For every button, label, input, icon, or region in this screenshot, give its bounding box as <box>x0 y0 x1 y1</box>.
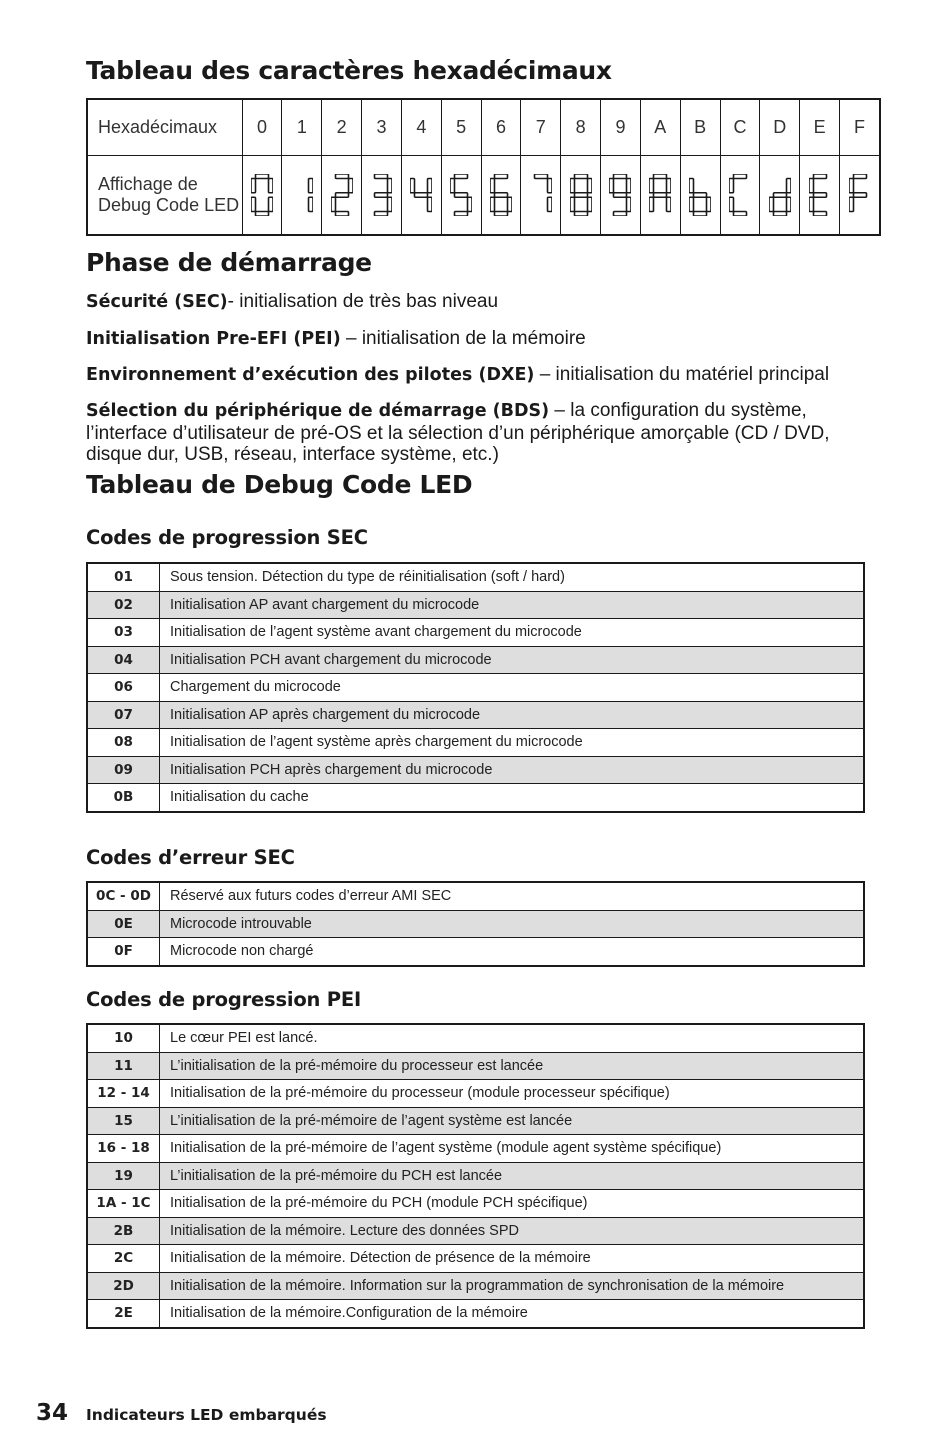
code-cell: 2B <box>87 1217 160 1245</box>
pei-progress-title: Codes de progression PEI <box>86 988 362 1011</box>
table-row <box>87 938 864 966</box>
description-cell: Initialisation de la pré-mémoire du processeur (module processeur spécifique) <box>160 1080 865 1108</box>
description-cell: Initialisation de la mémoire. Détection de présence de la mémoire <box>160 1245 865 1273</box>
segment-b <box>587 179 592 193</box>
code-cell: 15 <box>87 1107 160 1135</box>
segment-a <box>733 174 746 179</box>
segment-a <box>614 174 627 179</box>
description-cell: Initialisation AP avant chargement du microcode <box>160 591 865 619</box>
hex-row-label: Hexadécimaux <box>87 99 242 156</box>
segment-f <box>570 179 575 193</box>
segment-b <box>269 179 274 193</box>
segment-f <box>410 179 415 193</box>
description-cell: Chargement du microcode <box>160 674 865 702</box>
code-cell: 08 <box>87 729 160 757</box>
seven-segment-glyph <box>570 174 592 216</box>
description-cell: Sous tension. Détection du type de réinitialisation (soft / hard) <box>160 563 865 591</box>
description-cell: Initialisation de la pré-mémoire du PCH (module PCH spécifique) <box>160 1190 865 1218</box>
segment-e <box>570 197 575 211</box>
led-display-cell <box>840 156 880 236</box>
segment-a <box>256 174 269 179</box>
segment-e <box>729 197 734 211</box>
table-row <box>87 1135 864 1163</box>
seven-segment-glyph <box>649 174 671 216</box>
sec-progress-title: Codes de progression SEC <box>86 526 368 549</box>
hex-char-cell: E <box>800 99 840 156</box>
sec-error-table <box>86 881 865 967</box>
phase-sec-label: Sécurité (SEC) <box>86 292 228 312</box>
led-display-cell <box>521 156 561 236</box>
led-display-cell <box>561 156 601 236</box>
segment-e <box>849 197 854 211</box>
description-cell: Initialisation AP après chargement du microcode <box>160 701 865 729</box>
code-cell: 2C <box>87 1245 160 1273</box>
code-cell: 10 <box>87 1024 160 1052</box>
segment-d <box>813 212 826 217</box>
pei-progress-table <box>86 1023 865 1329</box>
segment-b <box>627 179 632 193</box>
led-display-cell <box>640 156 680 236</box>
footer-title: Indicateurs LED embarqués <box>86 1406 327 1424</box>
segment-a <box>813 174 826 179</box>
phase-pei-text: – initialisation de la mémoire <box>340 328 586 349</box>
sec-error-title: Codes d’erreur SEC <box>86 846 295 869</box>
segment-g <box>415 193 428 198</box>
led-display-cell <box>401 156 441 236</box>
seven-segment-glyph <box>370 174 392 216</box>
segment-c <box>587 197 592 211</box>
code-cell: 11 <box>87 1052 160 1080</box>
led-display-cell <box>282 156 322 236</box>
segment-a <box>335 174 348 179</box>
segment-f <box>251 179 256 193</box>
code-cell: 2D <box>87 1272 160 1300</box>
description-cell: Initialisation de la mémoire.Configuration de la mémoire <box>160 1300 865 1328</box>
seven-segment-glyph <box>450 174 472 216</box>
phase-dxe-text: – initialisation du matériel principal <box>534 364 830 385</box>
hex-char-cell: 0 <box>242 99 282 156</box>
description-cell: Microcode non chargé <box>160 938 865 966</box>
segment-c <box>547 197 552 211</box>
table-row <box>87 619 864 647</box>
table-row <box>87 784 864 812</box>
segment-f <box>649 179 654 193</box>
led-display-cell <box>800 156 840 236</box>
segment-c <box>707 197 712 211</box>
segment-c <box>667 197 672 211</box>
description-cell: Initialisation PCH après chargement du microcode <box>160 756 865 784</box>
segment-d <box>694 212 707 217</box>
segment-d <box>335 212 348 217</box>
led-display-cell <box>322 156 362 236</box>
segment-g <box>455 193 468 198</box>
phase-sec <box>86 291 866 314</box>
description-cell: L’initialisation de la pré-mémoire du PCH est lancée <box>160 1162 865 1190</box>
segment-f <box>450 179 455 193</box>
segment-f <box>849 179 854 193</box>
segment-e <box>689 197 694 211</box>
segment-c <box>468 197 473 211</box>
segment-d <box>256 212 269 217</box>
phase-bds <box>86 400 866 466</box>
hex-char-cell: 8 <box>561 99 601 156</box>
seven-segment-glyph <box>689 174 711 216</box>
seven-segment-glyph <box>410 174 432 216</box>
table-row <box>87 1272 864 1300</box>
description-cell: L’initialisation de la pré-mémoire du processeur est lancée <box>160 1052 865 1080</box>
segment-d <box>375 212 388 217</box>
phase-pei-label: Initialisation Pre-EFI (PEI) <box>86 329 341 349</box>
segment-g <box>335 193 348 198</box>
table-row <box>87 910 864 938</box>
description-cell: Le cœur PEI est lancé. <box>160 1024 865 1052</box>
segment-g <box>813 193 826 198</box>
phase-dxe-label: Environnement d’exécution des pilotes (DXE) <box>86 365 535 385</box>
phase-sec-text: - initialisation de très bas niveau <box>227 291 499 312</box>
segment-g <box>773 193 786 198</box>
segment-f <box>689 179 694 193</box>
hex-char-cell: 9 <box>601 99 641 156</box>
segment-g <box>654 193 667 198</box>
code-cell: 04 <box>87 646 160 674</box>
debug-code-title: Tableau de Debug Code LED <box>86 470 473 499</box>
segment-b <box>428 179 433 193</box>
segment-g <box>853 193 866 198</box>
segment-g <box>494 193 507 198</box>
phase-bds-text: – la configuration du système, l’interface d’utilisateur de pré-OS et la sélection d’un périphérique amorçable (CD / DVD, disque dur, USB, réseau, interface système, etc.) <box>86 400 830 465</box>
segment-d <box>455 212 468 217</box>
hex-char-cell: A <box>640 99 680 156</box>
description-cell: Initialisation de la mémoire. Lecture des données SPD <box>160 1217 865 1245</box>
table-row <box>87 701 864 729</box>
hex-char-cell: 2 <box>322 99 362 156</box>
table-row <box>87 1217 864 1245</box>
description-cell: L’initialisation de la pré-mémoire de l’agent système est lancée <box>160 1107 865 1135</box>
code-cell: 19 <box>87 1162 160 1190</box>
code-cell: 01 <box>87 563 160 591</box>
segment-d <box>494 212 507 217</box>
segment-e <box>769 197 774 211</box>
segment-g <box>694 193 707 198</box>
segment-a <box>853 174 866 179</box>
code-cell: 03 <box>87 619 160 647</box>
table-row <box>87 756 864 784</box>
description-cell: Initialisation de la mémoire. Information sur la programmation de synchronisation de la mémoire <box>160 1272 865 1300</box>
segment-g <box>375 193 388 198</box>
seven-segment-glyph <box>769 174 791 216</box>
hex-char-cell: 3 <box>362 99 402 156</box>
segment-c <box>428 197 433 211</box>
segment-d <box>773 212 786 217</box>
segment-a <box>654 174 667 179</box>
code-cell: 07 <box>87 701 160 729</box>
table-row <box>87 591 864 619</box>
page-number: 34 <box>36 1400 69 1426</box>
code-cell: 2E <box>87 1300 160 1328</box>
segment-c <box>507 197 512 211</box>
hex-char-cell: 1 <box>282 99 322 156</box>
led-display-cell <box>680 156 720 236</box>
seven-segment-glyph <box>729 174 751 216</box>
segment-a <box>494 174 507 179</box>
sec-progress-table <box>86 562 865 813</box>
seven-segment-glyph <box>530 174 552 216</box>
table-row <box>87 646 864 674</box>
seven-segment-glyph <box>609 174 631 216</box>
hex-char-cell: C <box>720 99 760 156</box>
code-cell: 12 - 14 <box>87 1080 160 1108</box>
description-cell: Initialisation du cache <box>160 784 865 812</box>
code-cell: 09 <box>87 756 160 784</box>
table-row <box>87 674 864 702</box>
segment-d <box>574 212 587 217</box>
code-cell: 0F <box>87 938 160 966</box>
seven-segment-glyph <box>331 174 353 216</box>
led-display-cell <box>441 156 481 236</box>
segment-b <box>388 179 393 193</box>
segment-e <box>649 197 654 211</box>
code-cell: 0C - 0D <box>87 882 160 910</box>
table-row <box>87 1245 864 1273</box>
segment-a <box>375 174 388 179</box>
segment-c <box>388 197 393 211</box>
page-footer <box>36 1400 327 1426</box>
segment-d <box>614 212 627 217</box>
table-row <box>87 729 864 757</box>
segment-e <box>331 197 336 211</box>
segment-g <box>574 193 587 198</box>
segment-a <box>574 174 587 179</box>
hex-char-cell: 4 <box>401 99 441 156</box>
seven-segment-glyph <box>490 174 512 216</box>
code-cell: 06 <box>87 674 160 702</box>
segment-c <box>627 197 632 211</box>
description-cell: Initialisation de la pré-mémoire de l’agent système (module agent système spécifique) <box>160 1135 865 1163</box>
boot-phase-title: Phase de démarrage <box>86 248 372 277</box>
led-display-cell <box>720 156 760 236</box>
segment-b <box>547 179 552 193</box>
description-cell: Réservé aux futurs codes d’erreur AMI SEC <box>160 882 865 910</box>
led-display-cell <box>362 156 402 236</box>
hex-table <box>86 98 881 236</box>
segment-d <box>733 212 746 217</box>
code-cell: 0E <box>87 910 160 938</box>
hex-char-cell: 5 <box>441 99 481 156</box>
table-row <box>87 1024 864 1052</box>
segment-g <box>614 193 627 198</box>
segment-e <box>809 197 814 211</box>
table-row <box>87 1080 864 1108</box>
led-display-cell <box>760 156 800 236</box>
segment-b <box>348 179 353 193</box>
description-cell: Initialisation PCH avant chargement du microcode <box>160 646 865 674</box>
segment-f <box>729 179 734 193</box>
segment-e <box>251 197 256 211</box>
seven-segment-glyph <box>251 174 273 216</box>
segment-a <box>455 174 468 179</box>
hex-char-cell: B <box>680 99 720 156</box>
seven-segment-glyph <box>291 174 313 216</box>
segment-b <box>308 179 313 193</box>
segment-c <box>308 197 313 211</box>
segment-f <box>490 179 495 193</box>
segment-c <box>269 197 274 211</box>
segment-f <box>609 179 614 193</box>
table-row <box>87 1300 864 1328</box>
led-display-cell <box>242 156 282 236</box>
table-row <box>87 882 864 910</box>
hex-char-cell: 7 <box>521 99 561 156</box>
segment-c <box>786 197 791 211</box>
description-cell: Microcode introuvable <box>160 910 865 938</box>
phase-dxe <box>86 364 866 387</box>
description-cell: Initialisation de l’agent système avant chargement du microcode <box>160 619 865 647</box>
code-cell: 02 <box>87 591 160 619</box>
phase-pei <box>86 328 866 351</box>
segment-b <box>667 179 672 193</box>
segment-a <box>534 174 547 179</box>
table-row <box>87 1162 864 1190</box>
seven-segment-glyph <box>809 174 831 216</box>
segment-e <box>490 197 495 211</box>
seven-segment-glyph <box>849 174 871 216</box>
description-cell: Initialisation de l’agent système après chargement du microcode <box>160 729 865 757</box>
table-row <box>87 1190 864 1218</box>
display-row-label: Affichage de Debug Code LED <box>87 156 242 236</box>
hex-char-cell: D <box>760 99 800 156</box>
table-row <box>87 1107 864 1135</box>
hex-char-cell: F <box>840 99 880 156</box>
hex-table-title: Tableau des caractères hexadécimaux <box>86 56 612 85</box>
segment-b <box>786 179 791 193</box>
code-cell: 16 - 18 <box>87 1135 160 1163</box>
table-row <box>87 1052 864 1080</box>
code-cell: 0B <box>87 784 160 812</box>
hex-char-cell: 6 <box>481 99 521 156</box>
code-cell: 1A - 1C <box>87 1190 160 1218</box>
led-display-cell <box>601 156 641 236</box>
segment-f <box>809 179 814 193</box>
phase-bds-label: Sélection du périphérique de démarrage (BDS) <box>86 401 550 421</box>
table-row <box>87 563 864 591</box>
led-display-cell <box>481 156 521 236</box>
